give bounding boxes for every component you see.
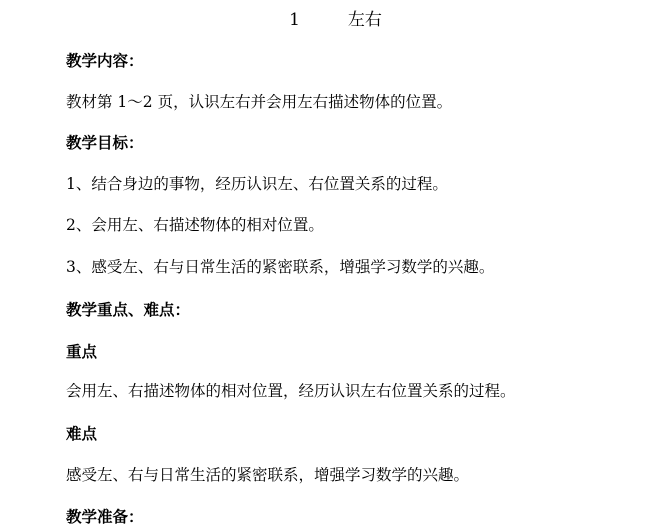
key-point-text: 会用左、右描述物体的相对位置，经历认识左右位置关系的过程。 (66, 382, 516, 400)
key-point-label: 重点 (66, 342, 98, 361)
lesson-number: 1 (289, 10, 300, 30)
goal-item-3: 3、感受左、右与日常生活的紧密联系，增强学习数学的兴趣。 (66, 258, 495, 276)
difficulty-text: 感受左、右与日常生活的紧密联系，增强学习数学的兴趣。 (66, 466, 470, 484)
content-heading: 教学内容： (66, 51, 144, 70)
preparation-heading: 教学准备： (66, 507, 144, 526)
difficulty-label: 难点 (66, 424, 98, 443)
lesson-title-text: 左右 (347, 10, 382, 30)
content-text: 教材第 1～2 页，认识左右并会用左右描述物体的位置。 (66, 93, 453, 111)
goal-item-1: 1、结合身边的事物，经历认识左、右位置关系的过程。 (66, 175, 448, 193)
lesson-title (0, 8, 671, 32)
goal-item-2: 2、会用左、右描述物体的相对位置。 (66, 216, 324, 234)
goals-heading: 教学目标： (66, 133, 144, 152)
key-difficulty-heading: 教学重点、难点： (66, 300, 191, 319)
